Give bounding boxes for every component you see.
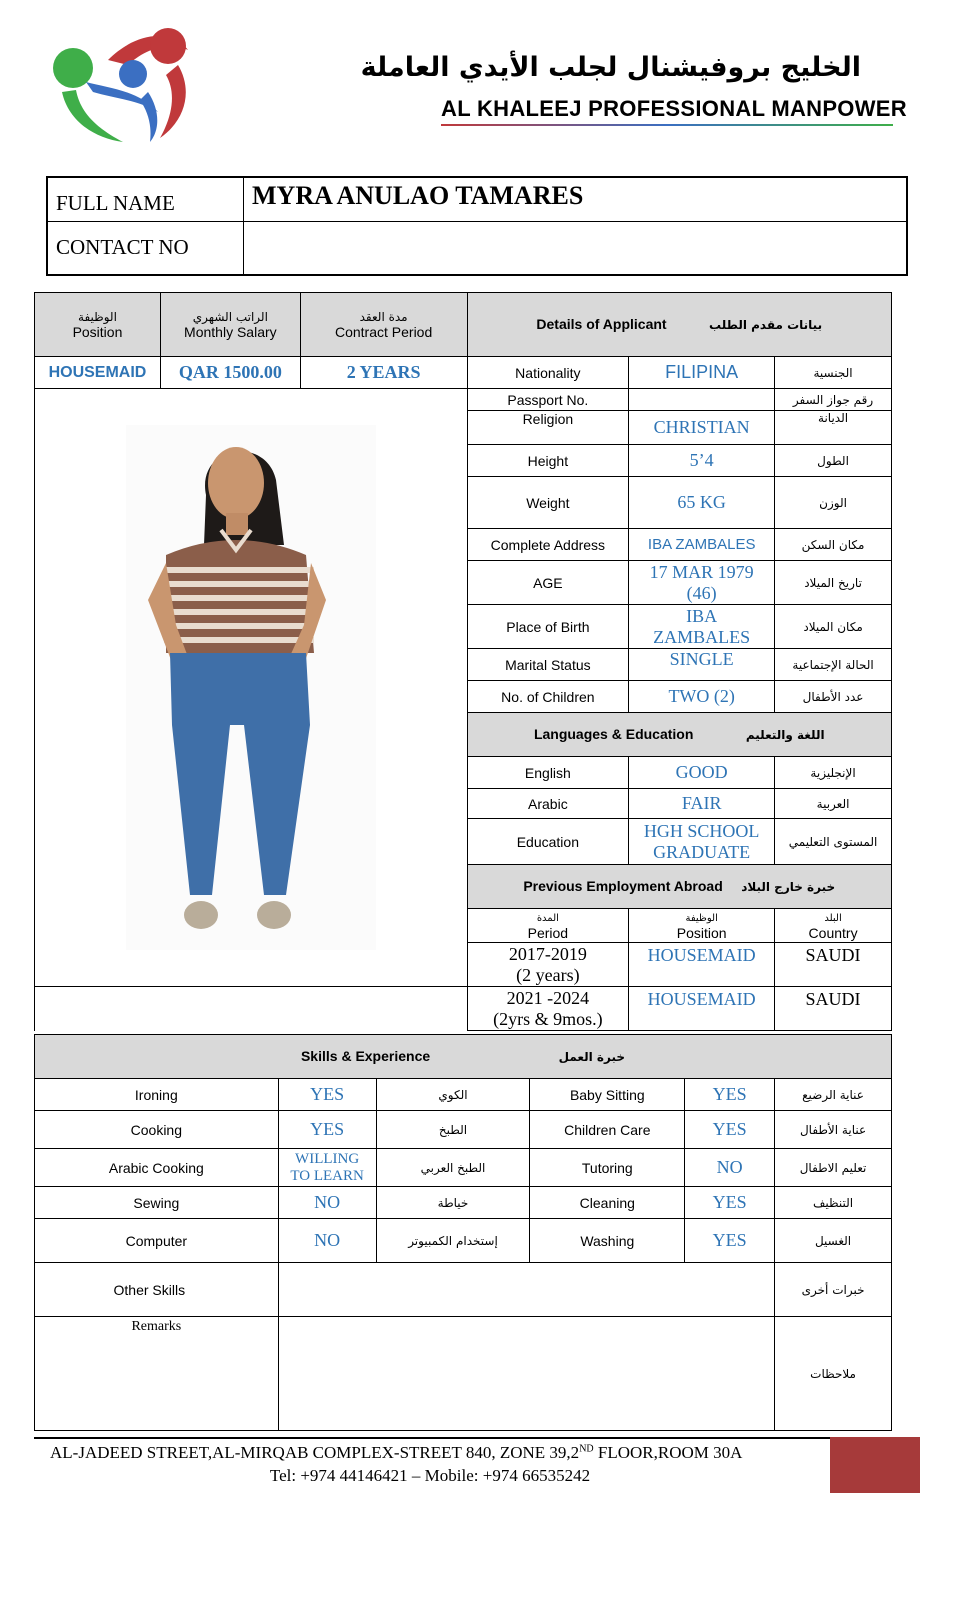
photo-cell — [35, 389, 468, 987]
salary-value: QAR 1500.00 — [160, 357, 300, 389]
skill-label: Arabic Cooking — [35, 1149, 279, 1187]
detail-value: 17 MAR 1979 (46) — [629, 561, 775, 605]
detail-value: 65 KG — [629, 477, 775, 529]
footer-contact: Tel: +974 44146421 – Mobile: +974 66535242 — [269, 1466, 591, 1485]
employment-position: HOUSEMAID — [629, 943, 775, 987]
period-header: مدة العقد Contract Period — [300, 293, 467, 357]
skill-value: NO — [685, 1149, 775, 1187]
period-value: 2 YEARS — [300, 357, 467, 389]
skill-label: Cleaning — [530, 1187, 685, 1219]
detail-value: IBA ZAMBALES — [629, 529, 775, 561]
employment-country: SAUDI — [775, 943, 892, 987]
skill-value: NO — [278, 1219, 376, 1263]
education-label: Education — [467, 819, 629, 865]
footer-address: AL-JADEED STREET,AL-MIRQAB COMPLEX-STREET 840, ZONE 39,2ND FLOOR,ROOM 30A — [50, 1443, 743, 1462]
detail-value: TWO (2) — [629, 681, 775, 713]
other-skills-label-ar: خبرات أخرى — [775, 1263, 892, 1317]
skill-value: YES — [685, 1079, 775, 1111]
identity-table — [46, 176, 908, 276]
company-underline — [441, 124, 893, 126]
detail-label: Religion — [467, 411, 629, 445]
employment-col-country: البلد Country — [775, 909, 892, 943]
detail-label-ar: الحالة الإجتماعية — [775, 649, 892, 681]
other-skills-label: Other Skills — [35, 1263, 279, 1317]
company-name-ar: الخليج بروفيشنال لجلب الأيدي العاملة — [360, 52, 861, 83]
detail-label: Weight — [467, 477, 629, 529]
employment-col-period: المدة Period — [467, 909, 629, 943]
full-name-label: FULL NAME — [47, 177, 244, 221]
skill-value: YES — [278, 1079, 376, 1111]
remarks-value — [278, 1317, 774, 1431]
skills-header: Skills & Experience خبرة العمل — [35, 1035, 892, 1079]
employment-period: 2017-2019 (2 years) — [467, 943, 629, 987]
skill-label-ar: الطبخ العربي — [376, 1149, 530, 1187]
position-header: الوظيفة Position — [35, 293, 161, 357]
employment-header: Previous Employment Abroad خبرة خارج البلاد — [467, 865, 892, 909]
language-value: GOOD — [629, 757, 775, 789]
education-value: HGH SCHOOL GRADUATE — [629, 819, 775, 865]
footer-rule — [34, 1437, 830, 1439]
company-name-en: AL KHALEEJ PROFESSIONAL MANPOWER — [441, 96, 907, 121]
employment-period: 2021 -2024 (2yrs & 9mos.) — [467, 987, 629, 1031]
detail-label-ar: تاريخ الميلاد — [775, 561, 892, 605]
detail-label: Nationality — [467, 357, 629, 389]
detail-label-ar: الوزن — [775, 477, 892, 529]
skill-label-ar: تعليم الاطفال — [775, 1149, 892, 1187]
language-label-ar: العربية — [775, 789, 892, 819]
detail-value: CHRISTIAN — [629, 411, 775, 445]
detail-value: SINGLE — [629, 649, 775, 681]
detail-label-ar: الديانة — [775, 411, 892, 445]
company-logo — [48, 20, 198, 148]
skill-label: Ironing — [35, 1079, 279, 1111]
detail-label-ar: رقم جواز السفر — [775, 389, 892, 411]
skill-value: YES — [685, 1187, 775, 1219]
skill-label: Baby Sitting — [530, 1079, 685, 1111]
detail-label-ar: عدد الأطفال — [775, 681, 892, 713]
skill-label-ar: خياطة — [376, 1187, 530, 1219]
skill-label: Washing — [530, 1219, 685, 1263]
salary-header: الراتب الشهري Monthly Salary — [160, 293, 300, 357]
skill-value: YES — [685, 1111, 775, 1149]
employment-country: SAUDI — [775, 987, 892, 1031]
detail-label: AGE — [467, 561, 629, 605]
skill-label-ar: إستخدام الكمبيوتر — [376, 1219, 530, 1263]
remarks-label-ar: ملاحظات — [775, 1317, 892, 1431]
skill-value: WILLING TO LEARN — [278, 1149, 376, 1187]
language-label-ar: الإنجليزية — [775, 757, 892, 789]
language-label: English — [467, 757, 629, 789]
photo-cell-bottom — [35, 987, 468, 1031]
detail-value: IBA ZAMBALES — [629, 605, 775, 649]
applicant-form — [34, 292, 892, 1031]
detail-label-ar: الطول — [775, 445, 892, 477]
detail-label: No. of Children — [467, 681, 629, 713]
skill-label: Children Care — [530, 1111, 685, 1149]
skill-label-ar: عناية الأطفال — [775, 1111, 892, 1149]
full-name-value: MYRA ANULAO TAMARES — [244, 177, 908, 221]
skill-value: NO — [278, 1187, 376, 1219]
detail-label: Height — [467, 445, 629, 477]
skill-label-ar: الكوي — [376, 1079, 530, 1111]
detail-label: Complete Address — [467, 529, 629, 561]
detail-value — [629, 389, 775, 411]
detail-value: 5’4 — [629, 445, 775, 477]
skill-value: YES — [685, 1219, 775, 1263]
detail-value: FILIPINA — [629, 357, 775, 389]
employment-position: HOUSEMAID — [629, 987, 775, 1031]
skill-label-ar: الطبخ — [376, 1111, 530, 1149]
skill-label: Sewing — [35, 1187, 279, 1219]
skill-label: Computer — [35, 1219, 279, 1263]
applicant-photo — [126, 425, 376, 950]
detail-label: Passport No. — [467, 389, 629, 411]
employment-col-position: الوظيفة Position — [629, 909, 775, 943]
position-value: HOUSEMAID — [35, 357, 161, 389]
contact-label: CONTACT NO — [47, 221, 244, 275]
skill-label: Cooking — [35, 1111, 279, 1149]
skill-label-ar: الغسيل — [775, 1219, 892, 1263]
detail-label-ar: الجنسية — [775, 357, 892, 389]
details-header: Details of Applicant بيانات مقدم الطلب — [467, 293, 892, 357]
contact-value — [244, 221, 908, 275]
education-label-ar: المستوى التعليمي — [775, 819, 892, 865]
languages-header: Languages & Education اللغة والتعليم — [467, 713, 892, 757]
language-value: FAIR — [629, 789, 775, 819]
remarks-label: Remarks — [35, 1317, 279, 1431]
footer-accent-block — [830, 1437, 920, 1493]
detail-label-ar: مكان الميلاد — [775, 605, 892, 649]
skill-label-ar: التنظيف — [775, 1187, 892, 1219]
detail-label: Place of Birth — [467, 605, 629, 649]
detail-label: Marital Status — [467, 649, 629, 681]
skill-label: Tutoring — [530, 1149, 685, 1187]
other-skills-value — [278, 1263, 774, 1317]
skill-value: YES — [278, 1111, 376, 1149]
skill-label-ar: عناية الرضيع — [775, 1079, 892, 1111]
language-label: Arabic — [467, 789, 629, 819]
skills-table — [34, 1034, 892, 1431]
detail-label-ar: مكان السكن — [775, 529, 892, 561]
